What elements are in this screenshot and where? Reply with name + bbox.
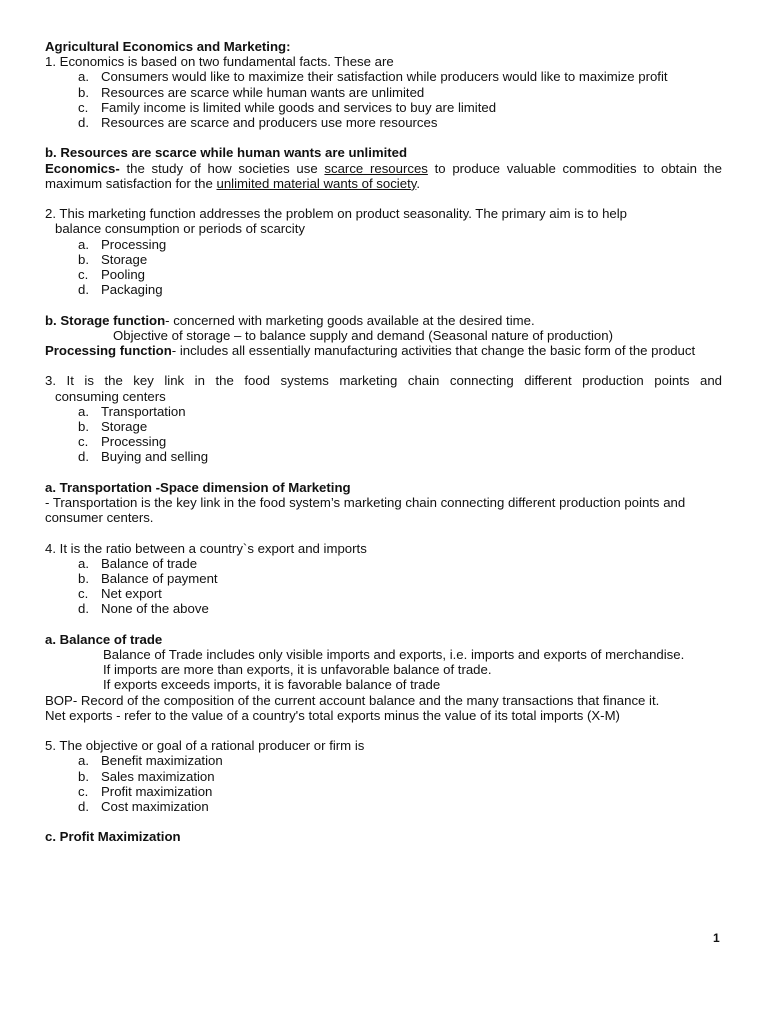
q4-balance-of-trade-note: Balance of Trade includes only visible imports and exports, i.e. imports and exports of merchandise. (103, 647, 685, 663)
q3-question: 3. It is the key link in the food systems marketing chain connecting different production points and (45, 373, 722, 389)
q2-option-c: c. Pooling (78, 267, 145, 283)
q1-explanation: Economics- the study of how societies use scarce resources to produce valuable commodities to obtain the maximum satisfaction for the unlimited material wants of society. (45, 160, 722, 191)
q1-option-b: b. Resources are scarce while human wants are unlimited (78, 84, 425, 100)
q4-net-exports-note: Net exports - refer to the value of a country's total exports minus the value of its total imports (X-M) (45, 707, 620, 723)
q3-option-d: d. Buying and selling (78, 449, 209, 465)
q4-bop-note: BOP- Record of the composition of the current account balance and the many transactions that finance it. (45, 692, 660, 708)
q4-favorable-note: If exports exceeds imports, it is favorable balance of trade (103, 677, 441, 693)
q2-answer: b. Storage function- concerned with marketing goods available at the desired time. (45, 312, 535, 328)
q1-option-a: a. Consumers would like to maximize their satisfaction while producers would like to maximize profit (78, 69, 668, 85)
q2-option-d: d. Packaging (78, 282, 163, 298)
q1-question: 1. Economics is based on two fundamental facts. These are (45, 54, 394, 70)
q4-option-a: a. Balance of trade (78, 555, 198, 571)
q5-option-a: a. Benefit maximization (78, 753, 223, 769)
q3-answer: a. Transportation -Space dimension of Marketing (45, 479, 351, 495)
q2-option-a: a. Processing (78, 236, 167, 252)
q5-option-d: d. Cost maximization (78, 799, 209, 815)
q2-question: 2. This marketing function addresses the problem on product seasonality. The primary aim is to help (45, 206, 628, 222)
q2-question-cont: balance consumption or periods of scarcity (55, 221, 305, 237)
q2-option-b: b. Storage (78, 251, 148, 267)
q3-question-cont: consuming centers (55, 388, 166, 404)
document-page (45, 39, 722, 845)
q2-processing-note: Processing function- includes all essentially manufacturing activities that change the basic form of the product (45, 343, 696, 359)
q4-option-c: c. Net export (78, 586, 162, 602)
q3-option-b: b. Storage (78, 419, 148, 435)
q3-option-c: c. Processing (78, 434, 167, 450)
q4-option-d: d. None of the above (78, 601, 209, 617)
q1-option-c: c. Family income is limited while goods and services to buy are limited (78, 99, 497, 115)
q5-option-c: c. Profit maximization (78, 783, 213, 799)
q1-answer: b. Resources are scarce while human wants are unlimited (45, 145, 408, 161)
document-title: Agricultural Economics and Marketing: (45, 39, 291, 54)
q4-unfavorable-note: If imports are more than exports, it is unfavorable balance of trade. (103, 662, 492, 678)
q3-explanation: - Transportation is the key link in the food system’s marketing chain connecting different production points and consumer centers. (45, 495, 686, 526)
q2-objective: Objective of storage – to balance supply and demand (Seasonal nature of production) (113, 327, 613, 343)
q1-option-d: d. Resources are scarce and producers use more resources (78, 115, 438, 131)
q5-option-b: b. Sales maximization (78, 768, 215, 784)
page-number: 1 (713, 931, 720, 945)
q4-question: 4. It is the ratio between a country`s export and imports (45, 540, 367, 556)
q5-question: 5. The objective or goal of a rational producer or firm is (45, 738, 365, 754)
q4-answer: a. Balance of trade (45, 631, 163, 647)
q5-answer: c. Profit Maximization (45, 829, 181, 845)
q3-option-a: a. Transportation (78, 403, 186, 419)
q4-option-b: b. Balance of payment (78, 571, 218, 587)
